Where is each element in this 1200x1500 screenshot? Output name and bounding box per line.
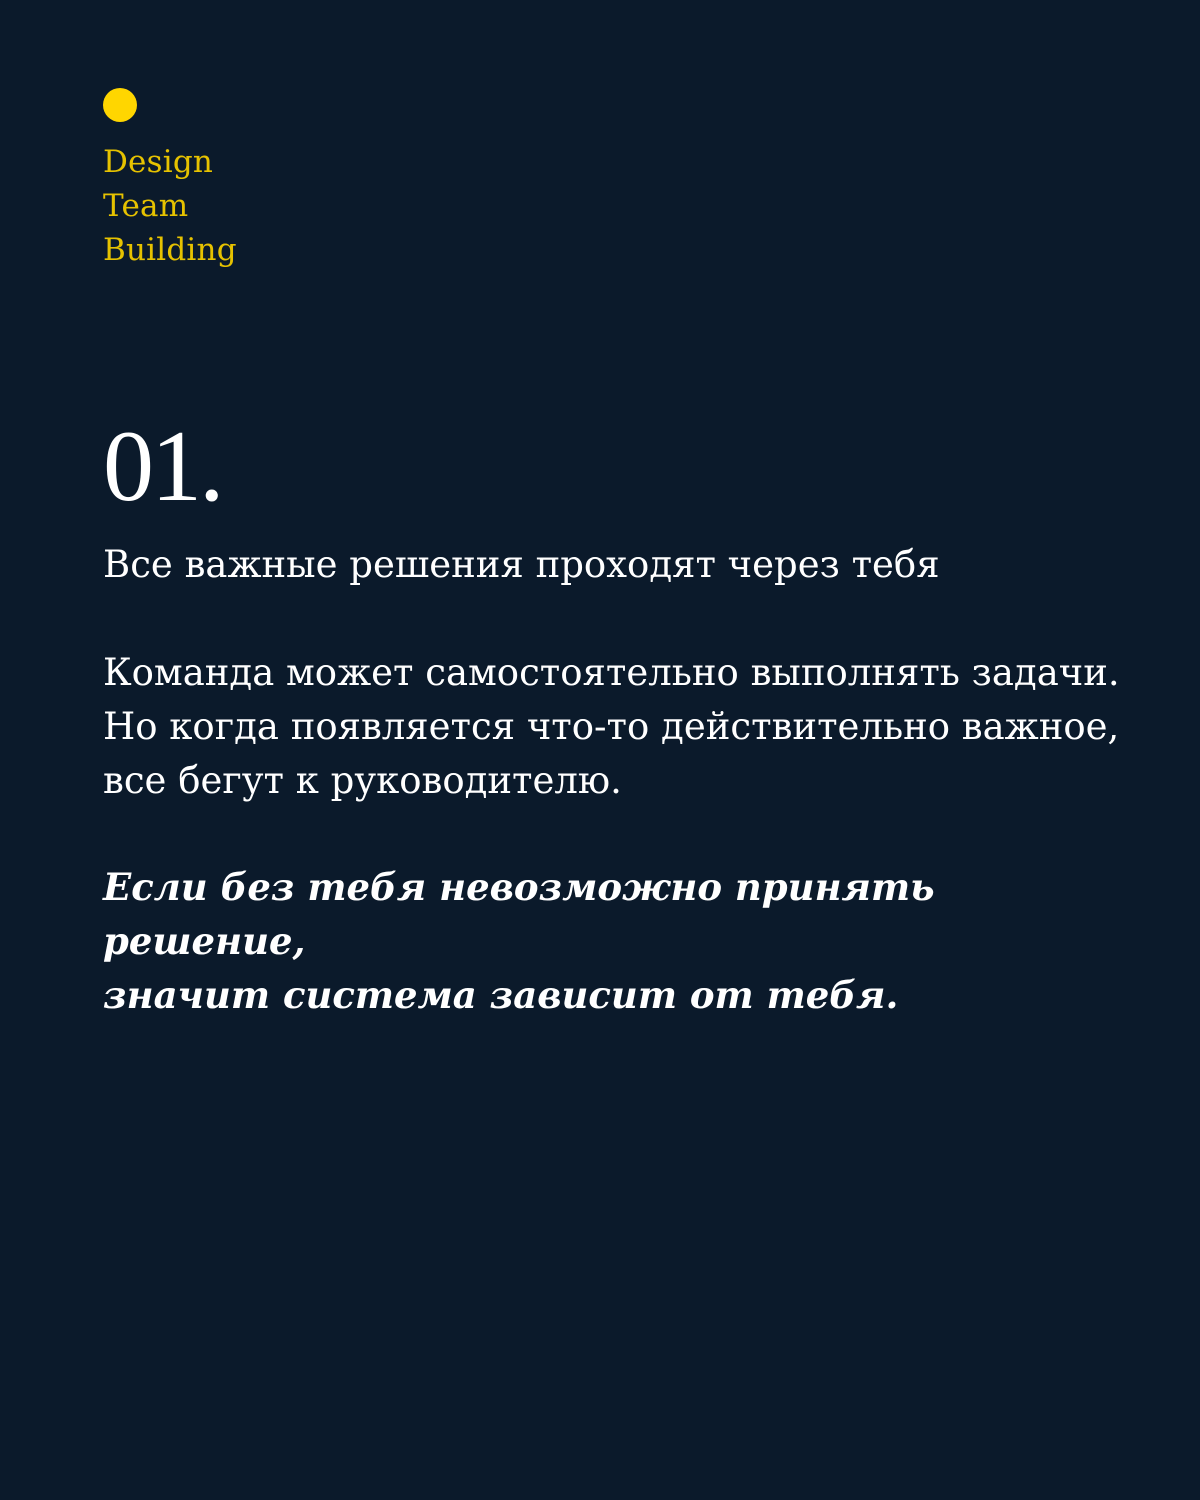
slide-number: 01. <box>103 410 222 523</box>
slide-subtitle: Все важные решения проходят через тебя <box>103 543 940 586</box>
brand-block <box>103 88 237 272</box>
body-line: Но когда появляется что-то действительно важное, <box>103 705 1120 748</box>
brand-line-building: Building <box>103 232 237 268</box>
emphasis-line: значит система зависит от тебя. <box>103 973 899 1017</box>
brand-dot-icon <box>103 88 137 122</box>
emphasis-paragraph <box>103 860 1143 1022</box>
body-line: Команда может самостоятельно выполнять задачи. <box>103 651 1120 694</box>
brand-line-design: Design <box>103 144 214 180</box>
body-paragraph <box>103 646 1143 808</box>
brand-line-team: Team <box>103 188 189 224</box>
body-line: все бегут к руководителю. <box>103 759 622 802</box>
emphasis-line: Если без тебя невозможно принять решение, <box>103 865 935 963</box>
